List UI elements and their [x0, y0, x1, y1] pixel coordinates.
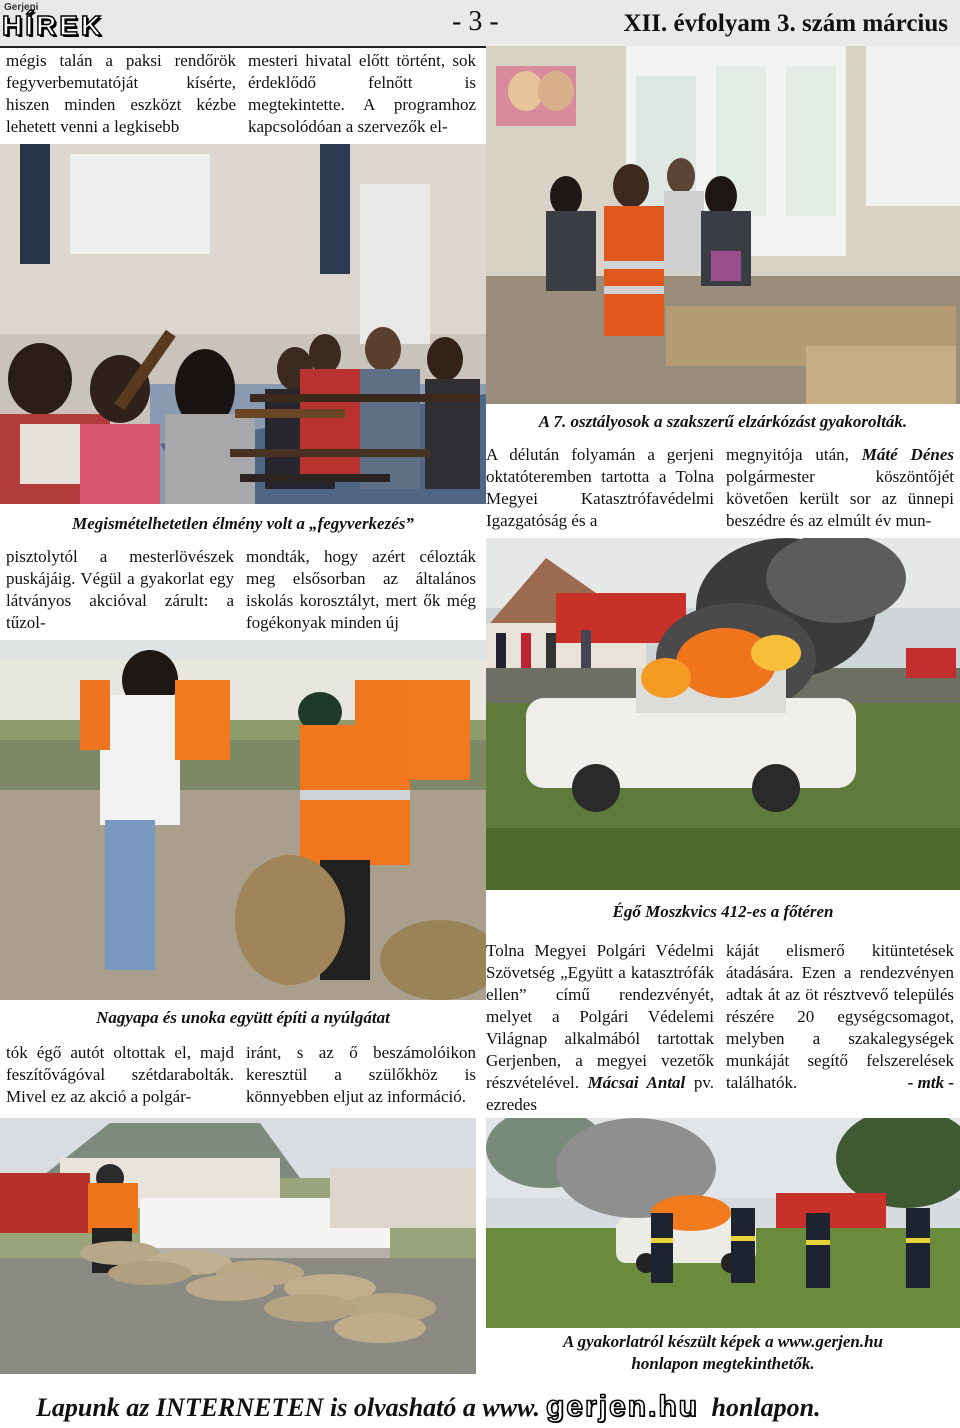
author-signature: - mtk - [907, 1073, 954, 1092]
issue-info: XII. évfolyam 3. szám március [623, 10, 948, 37]
name-macsai-antal: Mácsai Antal [587, 1073, 686, 1092]
photo-classroom [486, 46, 960, 404]
page-header [0, 0, 960, 48]
photo-students-weapons [0, 144, 486, 504]
text-fragment: Tolna Megyei Polgári Védelmi Szövetség „Együtt a katasztrófák ellen” című rendezvényét, melyet a Polgári Védelemi Világnap alkalmából tartottak Gerjenben, a megyei vezetők részvételével. [486, 941, 714, 1092]
footer-site-logo[interactable]: gerjen.hu [545, 1390, 699, 1423]
photo-sandbags [0, 640, 486, 1000]
article-text-midright-col2 [726, 444, 954, 532]
article-text-lowerright-col1 [486, 940, 714, 1116]
article-text-lowerleft-col2: iránt, s az ő beszámolóikon keresztül a szülőkhöz is könnyebben eljut az információ. [246, 1043, 476, 1106]
masthead-small-logo: Gerjeni [4, 2, 39, 13]
caption-classroom: A 7. osztályosok a szakszerű elzárkózást gyakorolták. [538, 412, 908, 431]
caption-website-line2: honlapon megtekinthetők. [631, 1354, 815, 1373]
footer-banner [36, 1390, 821, 1424]
photo-burning-car [486, 538, 960, 890]
caption-weapons: Megismételhetetlen élmény volt a „fegyverkezés” [72, 514, 414, 533]
article-text-midright-col1: A délután folyamán a gerjeni oktatóteremben tartotta a Tolna Megyei Katasztrófavédelmi Igazgatóság és a [486, 445, 714, 530]
footer-text-pre: Lapunk az INTERNETEN is olvasható a www. [36, 1393, 540, 1422]
masthead-logo: HÍREK [2, 10, 105, 41]
article-text-midleft-col1: pisztolytól a mesterlövészek puskájáig. Végül a gyakorlat egy látványos akcióval zárult: a tűzol- [6, 547, 234, 632]
photo-sandbag-wall [0, 1118, 476, 1374]
article-text-top-col2: mesteri hivatal előtt történt, sok érdeklődő felnőtt is megtekintette. A programhoz kapcsolódóan a szervezők el- [248, 51, 476, 136]
article-text-lowerleft-col1: tók égő autót oltottak el, majd feszítővágóval szétdarabolták. Mivel ez az akció a polgár- [6, 1043, 234, 1106]
text-fragment: káját elismerő kitüntetések átadására. Ezen a rendezvényen adtak át az öt résztvevő település részére 20 egységcsomagot, melyben a szakalegységek munkáját segítő felszerelések találhatók. [726, 941, 954, 1092]
name-mate-denes: Máté Dénes [861, 445, 954, 464]
caption-website-line1: A gyakorlatról készült képek a www.gerjen.hu [562, 1332, 884, 1351]
text-fragment: polgármester köszöntőjét követően került sor az ünnepi beszédre és az elmúlt év mun- [726, 467, 954, 530]
page-number: - 3 - [452, 6, 499, 37]
text-fragment: megnyitója után, [726, 445, 862, 464]
caption-sandbags: Nagyapa és unoka együtt építi a nyúlgátat [96, 1008, 390, 1027]
article-text-lowerright-col2 [726, 940, 954, 1094]
article-text-midleft-col2: mondták, hogy azért célozták meg elsősorban az általános iskolás korosztályt, mert ők még fogékonyak minden új [246, 547, 476, 632]
footer-text-post: honlapon. [704, 1393, 821, 1422]
caption-burning-car: Égő Moszkvics 412-es a főtéren [612, 902, 834, 921]
photo-firefighters [486, 1118, 960, 1328]
text-fragment: pv. ezredes [486, 1073, 715, 1114]
article-text-top-col1: mégis talán a paksi rendőrök fegyverbemutatóját kísérte, hiszen minden eszközt kézbe lehetett venni a legkisebb [6, 51, 236, 136]
